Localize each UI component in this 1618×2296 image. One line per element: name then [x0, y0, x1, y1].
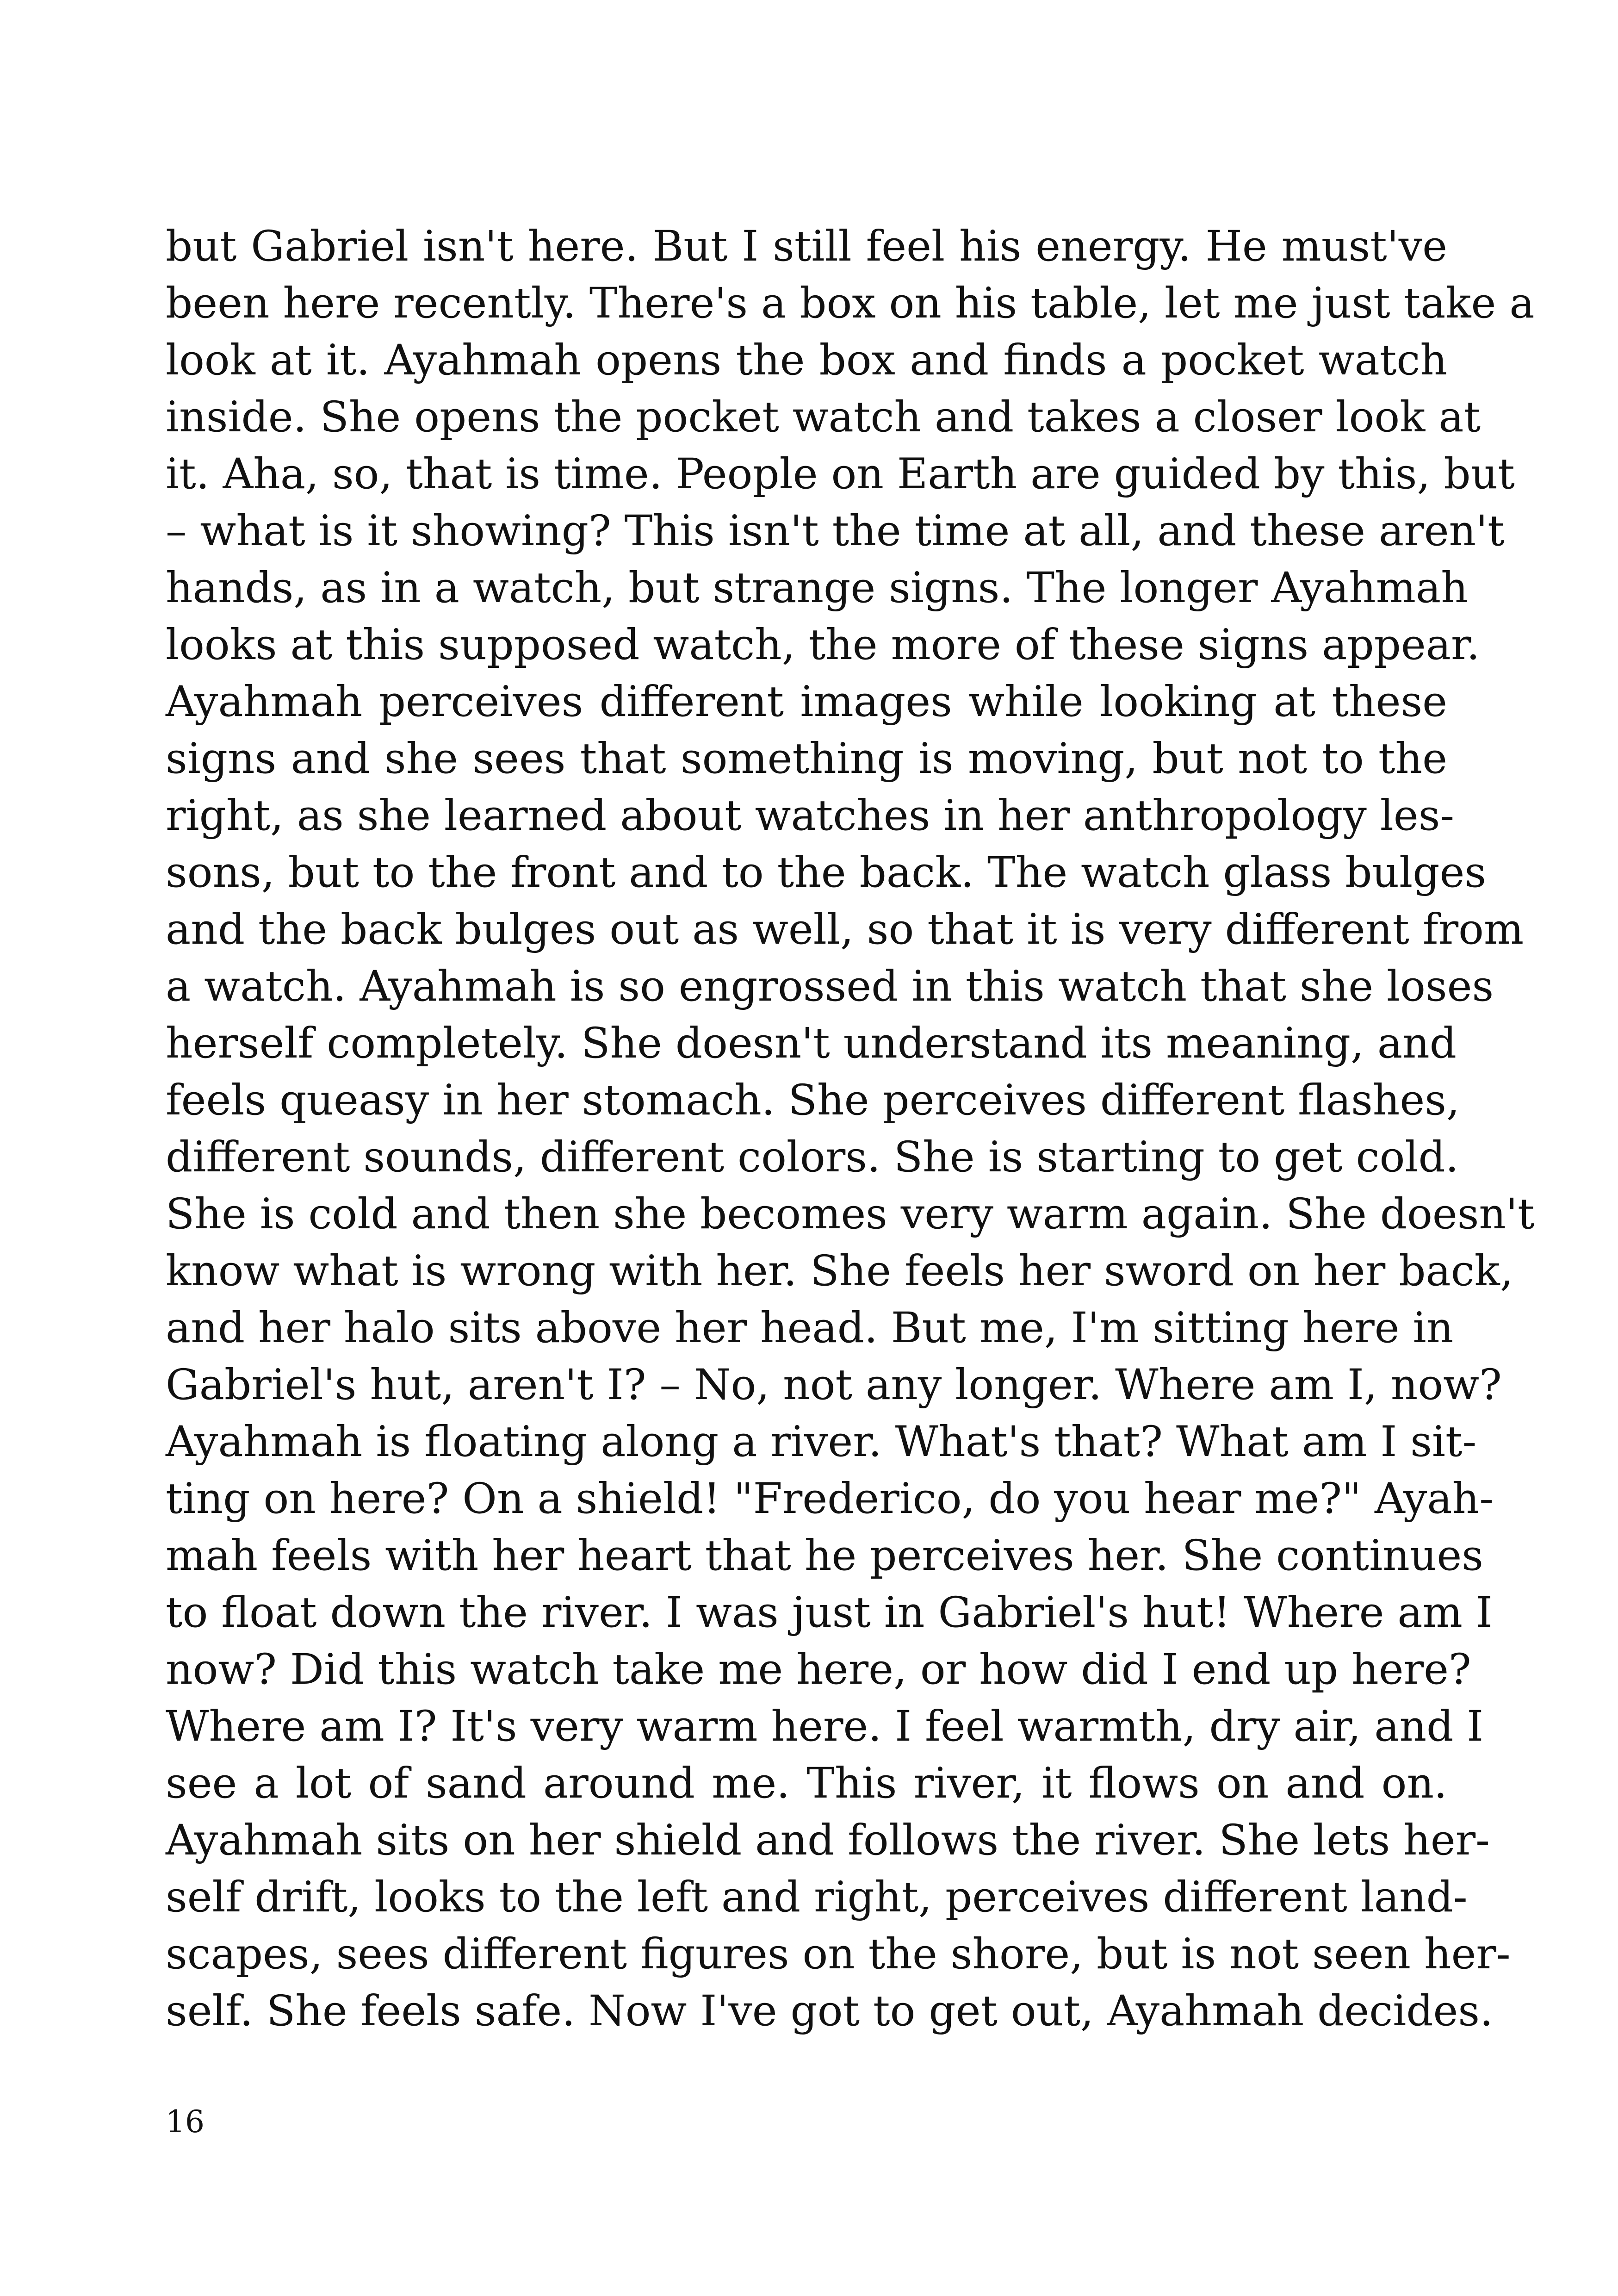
text-line: inside. She opens the pocket watch and takes a closer look at [166, 393, 1481, 442]
text-line: it. Aha, so, that is time. People on Earth are guided by this, but [166, 450, 1515, 498]
text-line: know what is wrong with her. She feels her sword on her back, [166, 1247, 1513, 1295]
text-line: sons, but to the front and to the back. The watch glass bulges [166, 848, 1487, 897]
text-line: right, as she learned about watches in her anthropology les- [166, 791, 1455, 840]
text-line: self drift, looks to the left and right, perceives different land- [166, 1873, 1468, 1922]
text-line: a watch. Ayahmah is so engrossed in this watch that she loses [166, 962, 1494, 1011]
text-line: been here recently. There's a box on his table, let me just take a [166, 279, 1535, 328]
text-line: and the back bulges out as well, so that it is very different from [166, 905, 1524, 954]
page-number: 16 [166, 2104, 205, 2140]
text-line: hands, as in a watch, but strange signs. The longer Ayahmah [166, 564, 1468, 612]
text-line: Ayahmah perceives different images while looking at these [166, 678, 1447, 726]
text-line: signs and she sees that something is moving, but not to the [166, 734, 1447, 783]
text-line: She is cold and then she becomes very warm again. She doesn't [166, 1190, 1535, 1238]
text-line: Gabriel's hut, aren't I? – No, not any longer. Where am I, now? [166, 1361, 1502, 1409]
text-line: different sounds, different colors. She is starting to get cold. [166, 1133, 1459, 1182]
text-line: and her halo sits above her head. But me, I'm sitting here in [166, 1304, 1454, 1352]
text-line: scapes, sees different figures on the shore, but is not seen her- [166, 1930, 1511, 1979]
text-line: herself completely. She doesn't understand its meaning, and [166, 1019, 1457, 1068]
text-line: Ayahmah is floating along a river. What's that? What am I sit- [166, 1418, 1477, 1466]
text-line: self. She feels safe. Now I've got to get out, Ayahmah decides. [166, 1987, 1494, 2035]
text-line: see a lot of sand around me. This river, it flows on and on. [166, 1759, 1447, 1808]
text-line: Where am I? It's very warm here. I feel warmth, dry air, and I [166, 1702, 1484, 1751]
text-line: ting on here? On a shield! "Frederico, do you hear me?" Ayah- [166, 1475, 1494, 1523]
text-line: feels queasy in her stomach. She perceives different flashes, [166, 1076, 1460, 1125]
text-line: mah feels with her heart that he perceives her. She continues [166, 1531, 1483, 1580]
text-line: to float down the river. I was just in Gabriel's hut! Where am I [166, 1588, 1493, 1637]
text-line: now? Did this watch take me here, or how did I end up here? [166, 1645, 1471, 1694]
text-line: – what is it showing? This isn't the time at all, and these aren't [166, 507, 1505, 555]
text-line: but Gabriel isn't here. But I still feel his energy. He must've [166, 222, 1447, 271]
body-text [166, 218, 1535, 2040]
text-line: looks at this supposed watch, the more of these signs appear. [166, 621, 1480, 669]
text-line: look at it. Ayahmah opens the box and finds a pocket watch [166, 336, 1447, 385]
text-line: Ayahmah sits on her shield and follows the river. She lets her- [166, 1816, 1490, 1865]
